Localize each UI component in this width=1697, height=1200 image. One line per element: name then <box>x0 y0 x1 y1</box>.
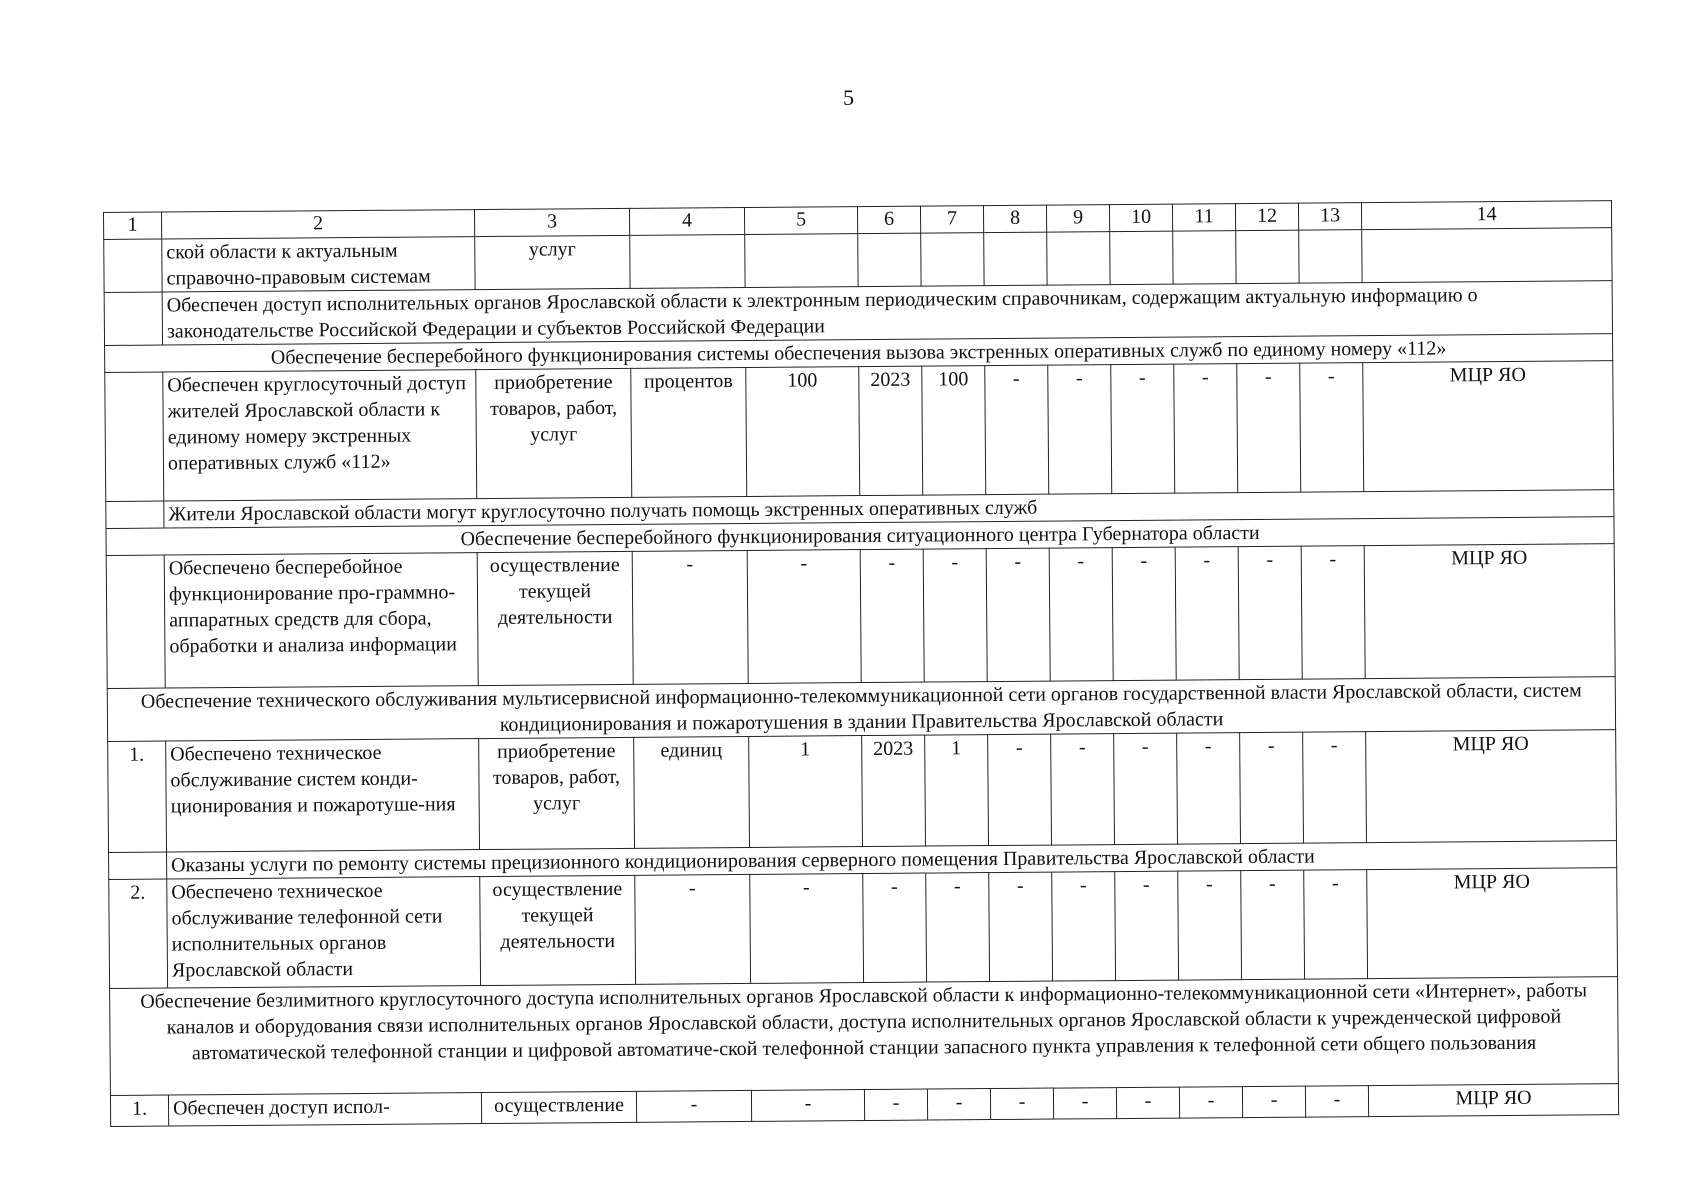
row-number: 1. <box>108 741 167 852</box>
value-2030: - <box>1303 732 1367 843</box>
value-2024: 1 <box>925 735 989 846</box>
value-2027: - <box>1116 1087 1179 1118</box>
base-value: - <box>747 550 861 684</box>
unit-of-measure: - <box>635 874 751 984</box>
section-heading: Обеспечение бесперебойного функционирования ситуационного центра Губернатора области <box>106 517 1614 556</box>
value-2029: - <box>1240 732 1304 843</box>
base-year: 2023 <box>862 735 926 846</box>
unit-of-measure: - <box>632 550 748 684</box>
section-heading: Обеспечение технического обслуживания мультисервисной информационно-телекоммуникационной сети органов государственной власти Ярославской области, систем кондиционирования и пожаротушения в здании Правительства Ярославской области <box>107 677 1615 742</box>
value-2024 <box>921 233 984 286</box>
responsible-executor: МЦР ЯО <box>1366 730 1617 843</box>
value-2028: - <box>1177 733 1241 844</box>
value-2027: - <box>1112 547 1176 680</box>
value-2030: - <box>1300 363 1364 492</box>
value-2025 <box>984 232 1047 285</box>
value-2026: - <box>1048 365 1112 494</box>
section-heading: Обеспечение бесперебойного функционирования системы обеспечения вызова экстренных оперативных служб по единому номеру «112» <box>105 334 1613 373</box>
value-2024: - <box>927 1089 990 1120</box>
value-2030: - <box>1304 870 1368 979</box>
column-number: 7 <box>920 206 983 233</box>
value-2027: - <box>1115 871 1179 980</box>
column-number: 13 <box>1298 203 1361 230</box>
result-description: Оказаны услуги по ремонту системы прецизионного кондиционирования серверного помещения Правительства Ярославской области <box>167 841 1617 879</box>
unit-of-measure <box>630 234 745 288</box>
value-2027 <box>1110 231 1173 284</box>
value-2024: - <box>926 873 990 982</box>
funding-source: осуществление текущей деятельности <box>477 551 633 685</box>
row-number <box>104 292 162 345</box>
value-2027: - <box>1114 733 1178 844</box>
table-row <box>108 730 1617 853</box>
value-2024: - <box>923 549 987 682</box>
base-year: - <box>864 1089 927 1120</box>
column-number: 12 <box>1235 203 1298 230</box>
row-number: 2. <box>109 879 168 988</box>
unit-of-measure: единиц <box>634 736 750 848</box>
base-value: - <box>751 1090 864 1122</box>
value-2024: 100 <box>922 366 986 495</box>
value-2030 <box>1299 230 1362 283</box>
column-number: 4 <box>629 207 744 235</box>
column-number: 2 <box>162 210 475 239</box>
value-2029: - <box>1237 363 1301 492</box>
value-2030: - <box>1301 546 1365 679</box>
column-number: 14 <box>1361 201 1611 230</box>
value-2026: - <box>1053 1088 1116 1119</box>
value-2028 <box>1173 231 1236 284</box>
value-2025: - <box>985 365 1049 494</box>
page-number: 5 <box>843 85 854 110</box>
column-number: 10 <box>1109 204 1172 231</box>
table-row <box>105 361 1614 502</box>
funding-source: осуществление текущей деятельности <box>480 875 636 985</box>
unit-of-measure: - <box>636 1090 751 1122</box>
result-description: Обеспечен доступ исполнительных органов Ярославской области к электронным периодическим справочникам, содержащим актуальную информацию о законодательстве Российской Федерации и субъектов Российской Федерации <box>162 281 1612 345</box>
value-2025: - <box>986 548 1050 681</box>
base-value: 1 <box>749 736 863 848</box>
value-2030: - <box>1305 1086 1368 1117</box>
funding-source: приобретение товаров, работ, услуг <box>479 737 635 849</box>
base-year: 2023 <box>859 366 923 495</box>
table-row <box>106 544 1615 689</box>
value-2029: - <box>1238 546 1302 679</box>
funding-source: приобретение товаров, работ, услуг <box>476 368 632 498</box>
value-2025: - <box>990 1088 1053 1119</box>
responsible-executor <box>1362 228 1612 283</box>
base-value: - <box>750 874 864 984</box>
indicators-table <box>103 200 1619 1127</box>
column-number: 6 <box>857 206 920 233</box>
value-2028: - <box>1178 871 1242 980</box>
value-2026 <box>1047 232 1110 285</box>
result-description: Жители Ярославской области могут круглосуточно получать помощь экстренных оперативных служб <box>164 490 1614 528</box>
base-value <box>745 234 858 288</box>
value-2029: - <box>1241 870 1305 979</box>
value-2027: - <box>1111 364 1175 493</box>
base-year: - <box>860 549 924 682</box>
value-2028: - <box>1175 547 1239 680</box>
table-body <box>104 201 1619 1127</box>
table-row <box>109 868 1618 989</box>
row-number: 1. <box>110 1095 168 1126</box>
responsible-executor: МЦР ЯО <box>1363 361 1614 492</box>
funding-source: услуг <box>475 235 630 289</box>
row-number <box>106 501 164 528</box>
value-2025: - <box>989 872 1053 981</box>
indicator-name: Обеспечен доступ испол- <box>168 1093 481 1126</box>
column-number: 11 <box>1172 204 1235 231</box>
value-2029 <box>1236 230 1299 283</box>
column-number: 5 <box>744 207 857 235</box>
base-value: 100 <box>746 367 860 497</box>
row-number <box>106 555 165 688</box>
value-2029: - <box>1242 1086 1305 1117</box>
indicator-name: Обеспечено техническое обслуживание телефонной сети исполнительных органов Ярославской области <box>167 877 481 988</box>
section-heading-row <box>110 977 1619 1096</box>
base-year: - <box>863 873 927 982</box>
column-number: 8 <box>983 205 1046 232</box>
value-2025: - <box>988 734 1052 845</box>
responsible-executor: МЦР ЯО <box>1368 1084 1618 1117</box>
column-number: 9 <box>1046 205 1109 232</box>
funding-source: осуществление <box>481 1091 636 1123</box>
row-number <box>109 852 167 879</box>
column-number: 1 <box>104 212 162 239</box>
value-2028: - <box>1174 364 1238 493</box>
indicator-name: Обеспечено техническое обслуживание систем конди-ционирования и пожаротуше-ния <box>166 739 480 852</box>
row-number <box>104 239 162 292</box>
value-2026: - <box>1049 548 1113 681</box>
responsible-executor: МЦР ЯО <box>1364 544 1615 679</box>
section-heading: Обеспечение безлимитного круглосуточного доступа исполнительных органов Ярославской области к информационно-телекоммуникационной сети «Интернет», работы каналов и оборудования связи исполнительных органов Ярославской области, доступа исполнительных органов Ярославской области к учрежденческой цифровой автоматической телефонной станции и цифровой автоматиче-ской телефонной станции запасного пункта управления к телефонной сети общего пользования <box>110 977 1619 1096</box>
unit-of-measure: процентов <box>631 367 747 497</box>
base-year <box>858 233 921 286</box>
row-number <box>105 372 164 501</box>
value-2026: - <box>1051 734 1115 845</box>
indicator-name: ской области к актуальным справочно-правовым системам <box>162 237 475 292</box>
responsible-executor: МЦР ЯО <box>1367 868 1618 979</box>
indicator-name: Обеспечено бесперебойное функционирование про-граммно-аппаратных средств для сбора, обработки и анализа информации <box>164 553 478 688</box>
column-number: 3 <box>474 208 629 236</box>
value-2028: - <box>1179 1087 1242 1118</box>
value-2026: - <box>1052 872 1116 981</box>
indicator-name: Обеспечен круглосуточный доступ жителей Ярославской области к единому номеру экстренных оперативных служб «112» <box>163 370 477 501</box>
